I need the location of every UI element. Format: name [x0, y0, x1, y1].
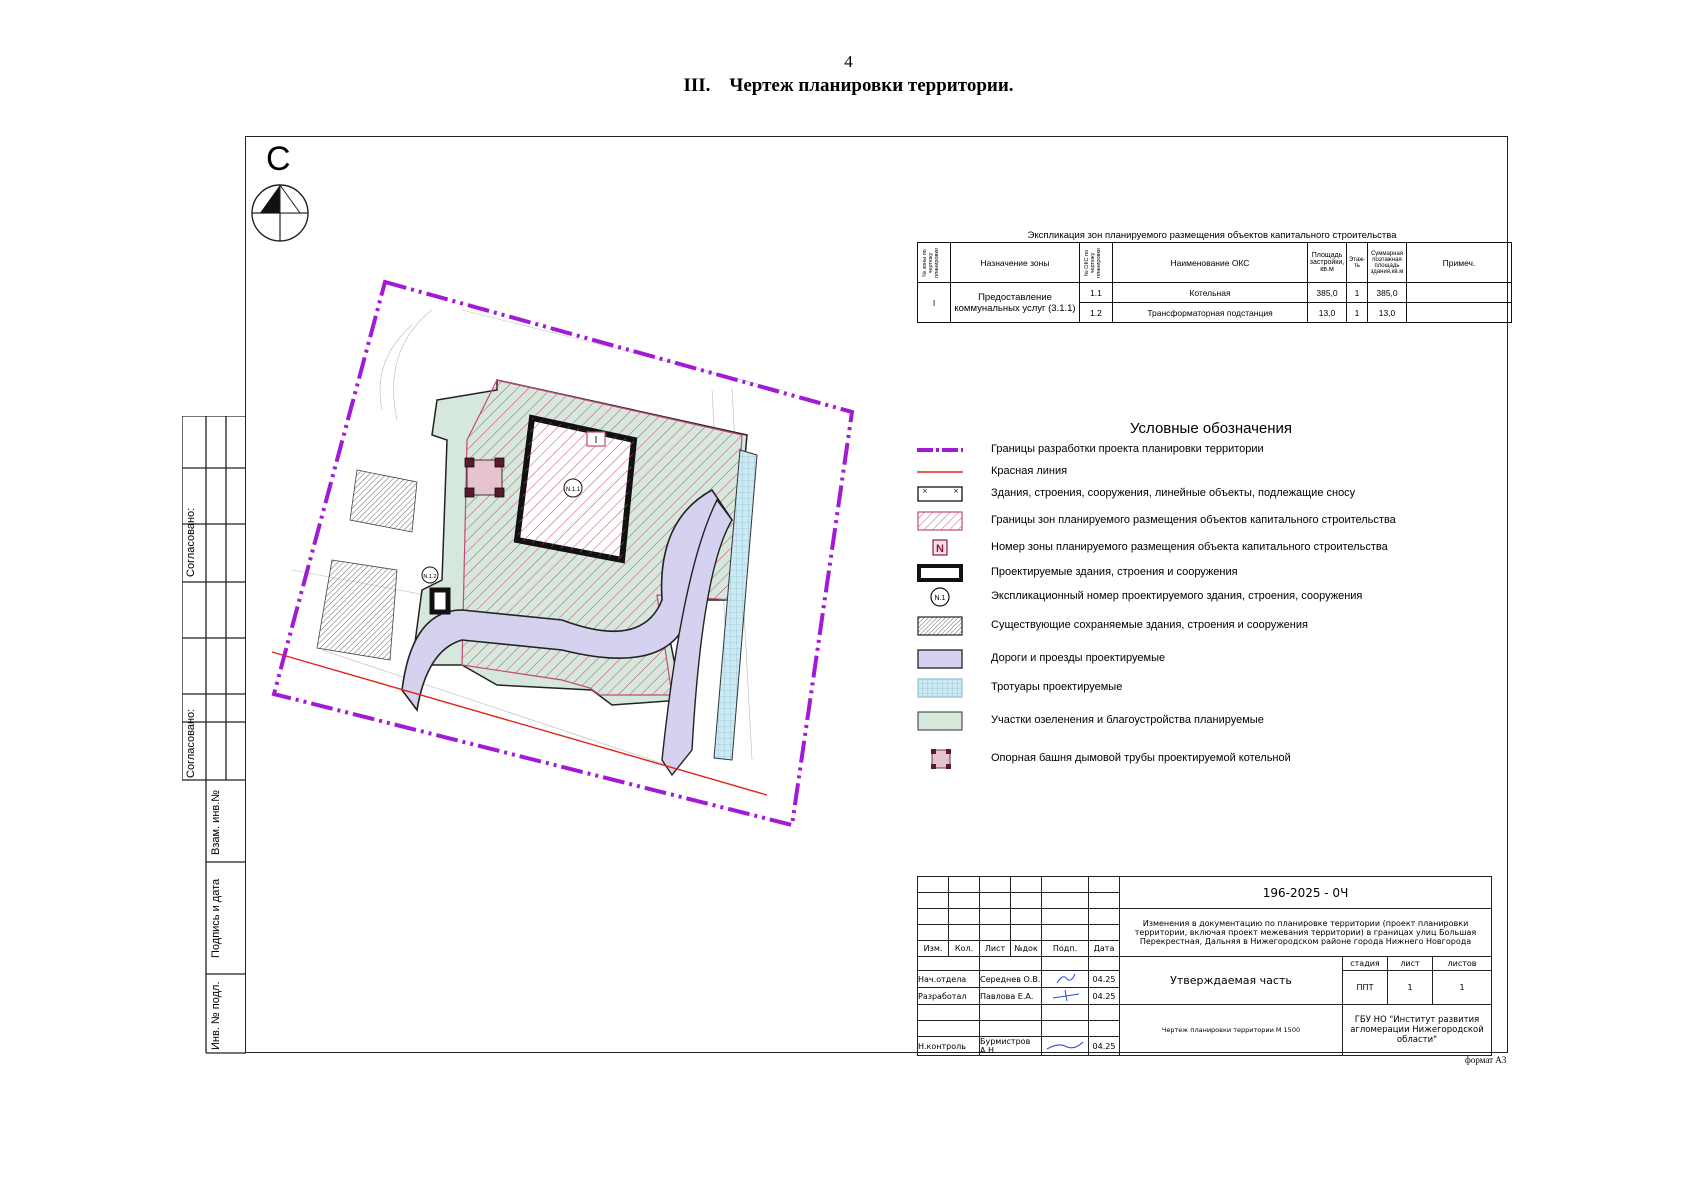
explication-title: Экспликация зон планируемого размещения объектов капитального строительства [1027, 230, 1397, 241]
date-control: 04.25 [1089, 1037, 1120, 1056]
designed-building-substation [432, 590, 448, 612]
zone-number-icon [917, 538, 963, 558]
col-header-data: Дата [1089, 941, 1120, 957]
name-dev: Павлова Е.А. [980, 988, 1042, 1005]
col-header-podp: Подп. [1042, 941, 1089, 957]
expl-zone-purpose: Предоставление коммунальных услуг (3.1.1) [951, 283, 1080, 323]
north-arrow [248, 140, 318, 250]
svg-text:N: N [936, 543, 944, 555]
expl-header-total: Суммарная поэтажная площадь здания,кв.м [1368, 243, 1407, 283]
road-icon [917, 649, 963, 669]
existing-building-2 [317, 560, 397, 660]
sheet-value: 1 [1388, 971, 1433, 1005]
format-label: формат А3 [1465, 1055, 1507, 1065]
role-dev: Разработал [918, 988, 980, 1005]
chimney-tower [465, 458, 504, 497]
expl-row-1-note [1407, 283, 1512, 303]
expl-row-2-name: Трансформаторная подстанция [1113, 303, 1308, 323]
role-head: Нач.отдела [918, 971, 980, 988]
expl-header-area: Площадь застройки, кв.м [1308, 243, 1347, 283]
sheet-header: лист [1388, 957, 1433, 971]
site-plan [262, 270, 872, 850]
expl-header-floors: Этаж-ть [1347, 243, 1368, 283]
expl-row-1-name: Котельная [1113, 283, 1308, 303]
approved-label-1: Согласовано: [185, 507, 197, 577]
stage-header: стадия [1343, 957, 1388, 971]
expl-header-note: Примеч. [1407, 243, 1512, 283]
expl-row-2-note [1407, 303, 1512, 323]
compass-icon [248, 180, 318, 250]
existing-building-icon [917, 616, 963, 636]
expl-row-2-area: 13,0 [1308, 303, 1347, 323]
sign-date-label: Подпись и дата [210, 878, 222, 958]
inv-orig-label: Инв. № подл. [210, 981, 222, 1050]
drawing-name: Чертеж планировки территории М 1500 [1120, 1005, 1343, 1056]
greenery-icon [917, 711, 963, 731]
title-block [917, 876, 1492, 1056]
plan-building-11: N.1.1 [565, 487, 581, 493]
date-head: 04.25 [1089, 971, 1120, 988]
expl-header-purpose: Назначение зоны [951, 243, 1080, 283]
role-control: Н.контроль [918, 1037, 980, 1056]
svg-text:N.1: N.1 [934, 595, 946, 602]
page-number: 4 [844, 52, 853, 71]
col-header-kol: Кол. [949, 941, 980, 957]
signature-1 [1045, 971, 1085, 985]
expl-zone: I [918, 283, 951, 323]
doc-description: Изменения в документацию по планировке территории (проект планировки территории, включая проект межевания территории) в границах улиц Большая Перекрестная, Дальняя в Нижегородском районе города Нижнего Новгорода [1120, 909, 1492, 957]
demolish-icon [917, 484, 963, 504]
svg-text:×: × [922, 487, 928, 495]
col-header-list: Лист [980, 941, 1011, 957]
plan-building-12: N.1.2 [423, 574, 437, 580]
existing-building-1 [350, 470, 417, 532]
expl-row-2-floors: 1 [1347, 303, 1368, 323]
expl-header-zone-no: № зоны по чертежу планировки [922, 247, 940, 278]
page-title: III. Чертеж планировки территории. [683, 75, 1014, 96]
sheets-value: 1 [1433, 971, 1492, 1005]
boundary-dashed-icon [917, 440, 963, 460]
part-name: Утверждаемая часть [1120, 957, 1343, 1005]
signature-2 [1045, 988, 1085, 1002]
sheets-header: листов [1433, 957, 1492, 971]
expl-header-oks-name: Наименование ОКС [1113, 243, 1308, 283]
chimney-tower-icon [917, 749, 963, 769]
designed-building-icon [917, 563, 963, 583]
expl-row-1-area: 385,0 [1308, 283, 1347, 303]
expl-row-2-no: 1.2 [1080, 303, 1113, 323]
legend-title: Условные обозначения [1130, 420, 1293, 437]
signature-3 [1045, 1038, 1085, 1052]
organization: ГБУ НО "Институт развития агломерации Нижегородской области" [1343, 1005, 1492, 1056]
name-control: Бурмистров А.Н. [980, 1037, 1042, 1056]
expl-row-2-total: 13,0 [1368, 303, 1407, 323]
stage-value: ППТ [1343, 971, 1388, 1005]
col-header-ndok: №док [1011, 941, 1042, 957]
red-line-icon [917, 462, 963, 482]
explication-table [917, 242, 1512, 323]
plan-zone-mark: I [594, 435, 598, 446]
name-head: Середнев О.В. [980, 971, 1042, 988]
zone-hatch-icon [917, 511, 963, 531]
expl-row-1-total: 385,0 [1368, 283, 1407, 303]
doc-code: 196-2025 - 0Ч [1120, 877, 1492, 909]
expl-row-1-floors: 1 [1347, 283, 1368, 303]
expl-header-oks-no: № ОКС по чертежу планировки [1084, 247, 1102, 278]
sidewalk-icon [917, 678, 963, 698]
svg-text:×: × [953, 487, 959, 495]
explication-number-icon [917, 587, 963, 607]
north-letter: С [266, 140, 291, 178]
expl-row-1-no: 1.1 [1080, 283, 1113, 303]
col-header-izm: Изм. [918, 941, 949, 957]
inv-swap-label: Взам. инв.№ [210, 789, 222, 855]
approved-label-2: Согласовано: [185, 708, 197, 778]
date-dev: 04.25 [1089, 988, 1120, 1005]
